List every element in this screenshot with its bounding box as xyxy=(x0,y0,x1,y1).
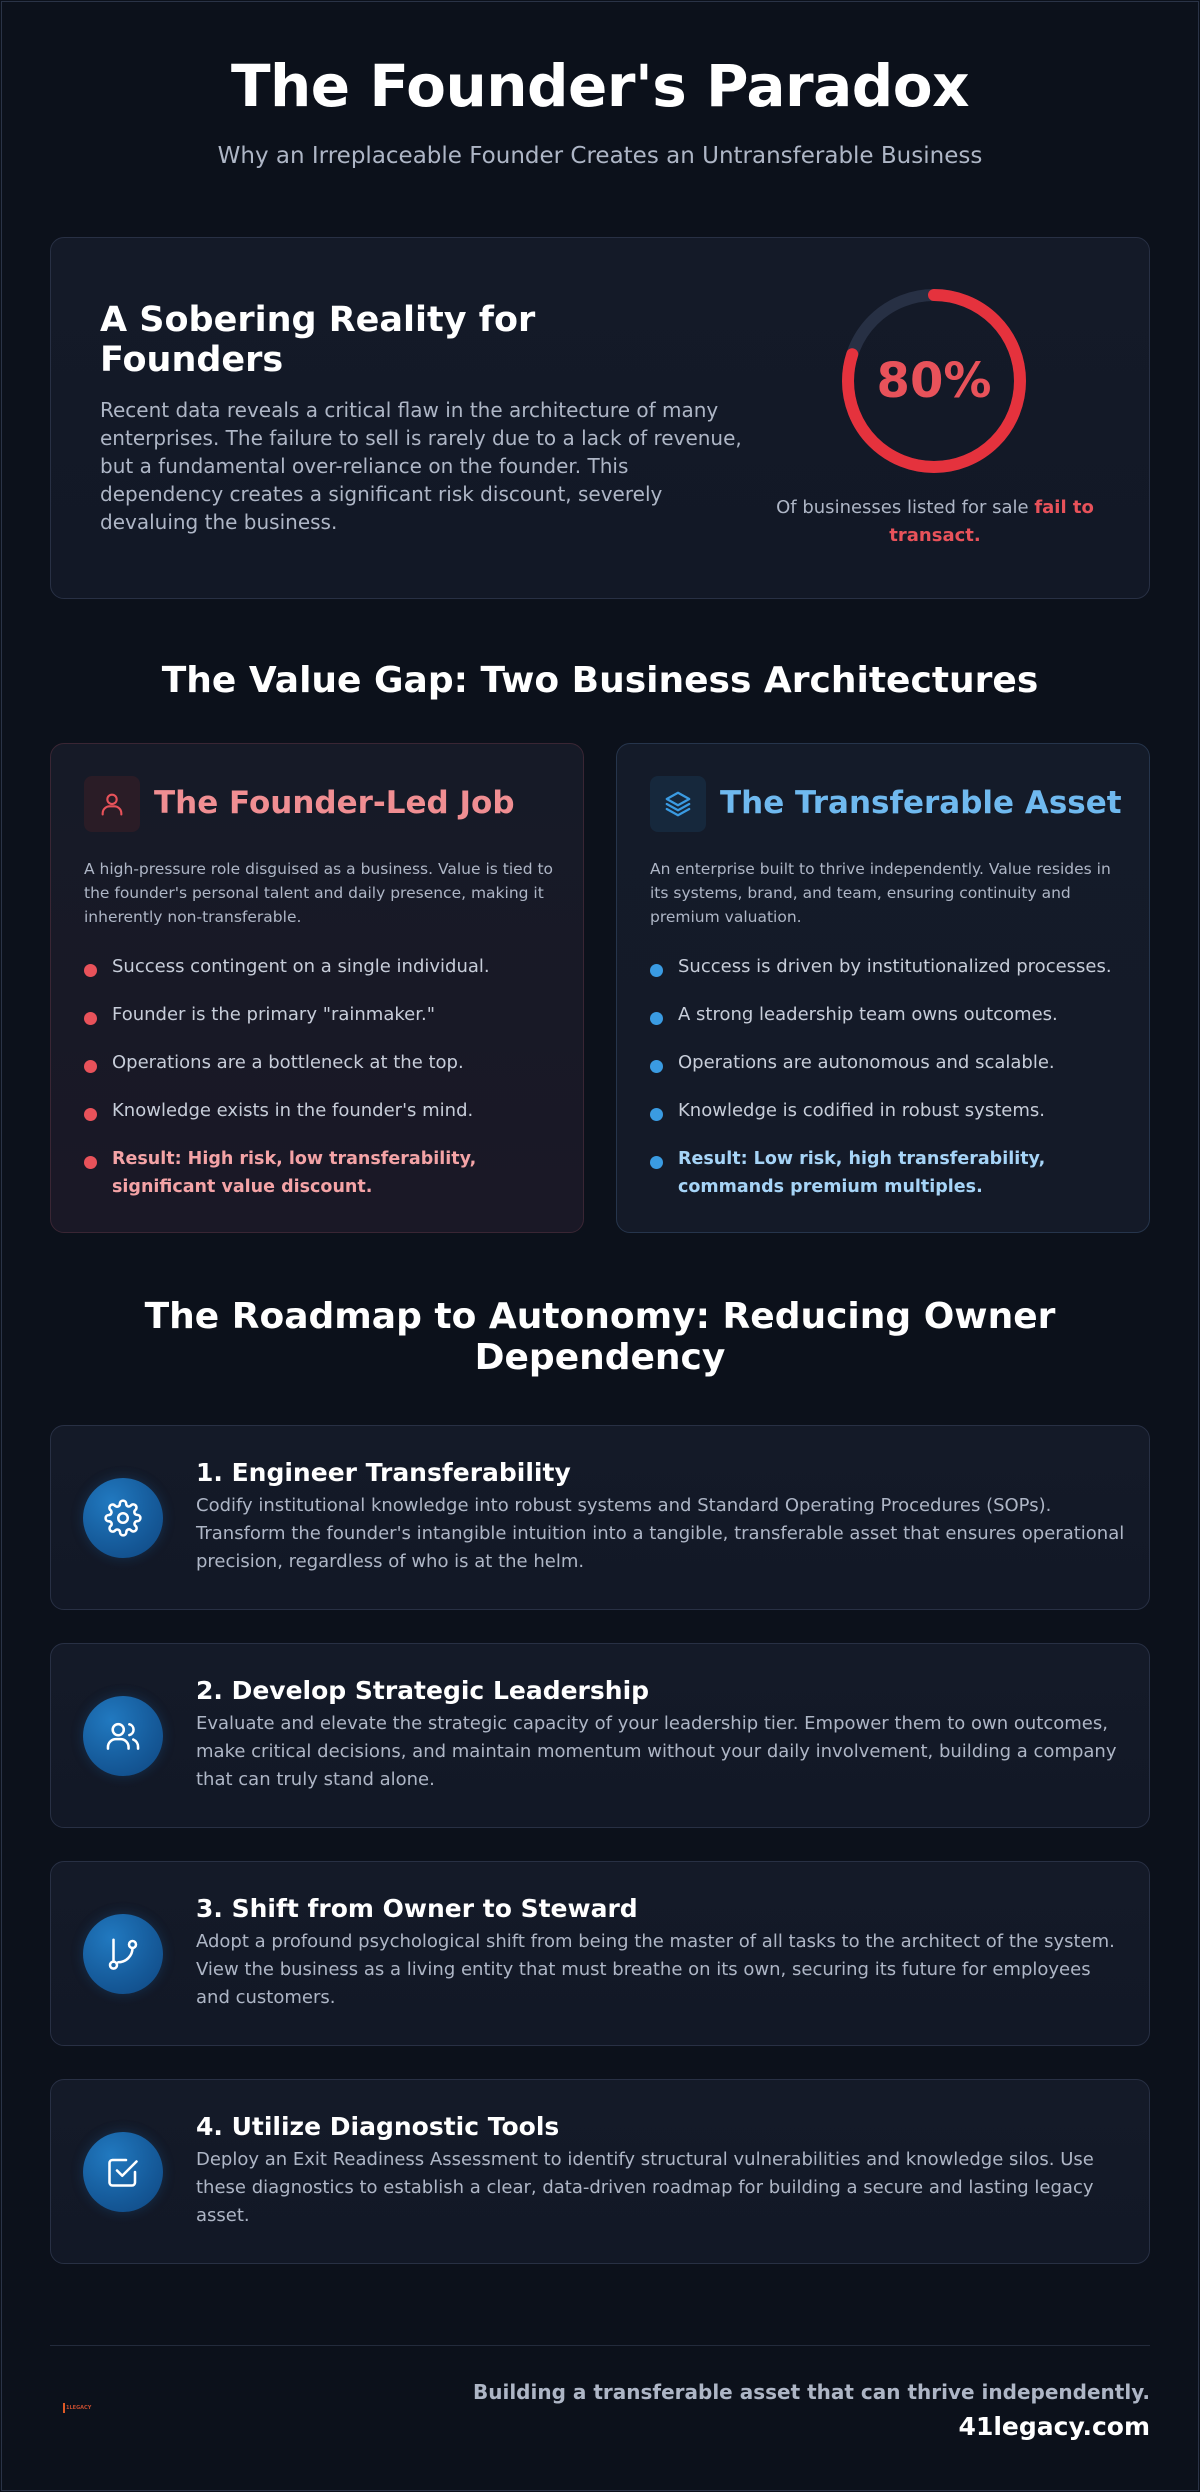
footer-site-link[interactable]: 41legacy.com xyxy=(958,2412,1150,2441)
reality-heading: A Sobering Reality for Founders xyxy=(100,300,536,380)
value-gap-heading: The Value Gap: Two Business Architectures xyxy=(161,660,1039,701)
founder-led-card xyxy=(50,743,584,1233)
list-item xyxy=(84,953,564,981)
bullet-dot xyxy=(84,1156,97,1169)
stat-caption-highlight: fail to transact xyxy=(889,497,1094,546)
logo-mark xyxy=(63,2403,65,2413)
brand-logo[interactable] xyxy=(63,2403,97,2415)
founder-led-desc: A high-pressure role disguised as a business. Value is tied to the founder's personal talent and daily presence, making it inherently non-transferable. xyxy=(84,860,554,926)
list-item xyxy=(650,1049,1130,1077)
result-item xyxy=(650,1145,1130,1201)
reality-body: Recent data reveals a critical flaw in the architecture of many enterprises. The failure to sell is rarely due to a lack of revenue, but a fundamental over-reliance on the founder. This dependency creates a significant risk discount, severely devaluing the business. xyxy=(100,398,742,534)
logo-text: 1LEGACY xyxy=(66,2405,92,2411)
roadmap-heading: The Roadmap to Autonomy: Reducing Owner Dependency xyxy=(144,1296,1056,1378)
reality-card xyxy=(50,237,1150,599)
list-item-text: Operations are autonomous and scalable. xyxy=(678,1052,1055,1073)
result-item xyxy=(84,1145,564,1201)
list-item xyxy=(84,1097,564,1125)
bullet-dot xyxy=(84,1012,97,1025)
list-item xyxy=(650,1001,1130,1029)
footer-divider xyxy=(50,2345,1150,2346)
list-item-text: Knowledge is codified in robust systems. xyxy=(678,1100,1045,1121)
checkbox-icon xyxy=(83,2132,163,2212)
stat-caption-prefix: Of businesses listed for sale xyxy=(776,497,1035,518)
roadmap-step-2 xyxy=(50,1643,1150,1828)
roadmap-step-3 xyxy=(50,1861,1150,2046)
list-item xyxy=(84,1001,564,1029)
bullet-dot xyxy=(650,1060,663,1073)
page-title: The Founder's Paradox xyxy=(230,52,970,120)
list-item xyxy=(84,1049,564,1077)
founder-led-list xyxy=(84,953,564,1221)
stat-caption xyxy=(763,494,1107,550)
list-item-text: A strong leadership team owns outcomes. xyxy=(678,1004,1058,1025)
bullet-dot xyxy=(84,1060,97,1073)
list-item-text: Operations are a bottleneck at the top. xyxy=(112,1052,464,1073)
layers-icon xyxy=(650,776,706,832)
step-title: 3. Shift from Owner to Steward xyxy=(196,1894,638,1923)
transferable-asset-title: The Transferable Asset xyxy=(720,785,1122,821)
transferable-asset-list xyxy=(650,953,1130,1221)
footer-tagline: Building a transferable asset that can thrive independently. xyxy=(472,2380,1150,2404)
stat-value: 80% xyxy=(876,353,992,409)
result-text: Result: High risk, low transferability, significant value discount. xyxy=(112,1149,477,1197)
bullet-dot xyxy=(84,964,97,977)
bullet-dot xyxy=(650,1108,663,1121)
transferable-asset-card xyxy=(616,743,1150,1233)
step-title: 1. Engineer Transferability xyxy=(196,1458,571,1487)
founder-led-title: The Founder-Led Job xyxy=(154,785,515,821)
step-body: Evaluate and elevate the strategic capacity of your leadership tier. Empower them to own outcomes, make critical decisions, and maintain momentum without your daily involvement, building a company that can truly stand alone. xyxy=(196,1713,1117,1790)
bullet-dot xyxy=(650,1012,663,1025)
transferable-asset-desc: An enterprise built to thrive independently. Value resides in its systems, brand, and team, ensuring continuity and premium valuation. xyxy=(650,860,1111,926)
bullet-dot xyxy=(650,1156,663,1169)
result-text: Result: Low risk, high transferability, commands premium multiples. xyxy=(678,1149,1046,1197)
step-body: Deploy an Exit Readiness Assessment to identify structural vulnerabilities and knowledge silos. Use these diagnostics to establish a clear, data-driven roadmap for building a secure and lasting legacy asset. xyxy=(196,2149,1094,2226)
step-title: 2. Develop Strategic Leadership xyxy=(196,1676,650,1705)
git-branch-icon xyxy=(83,1914,163,1994)
bullet-dot xyxy=(650,964,663,977)
roadmap-step-4 xyxy=(50,2079,1150,2264)
list-item xyxy=(650,1097,1130,1125)
list-item-text: Knowledge exists in the founder's mind. xyxy=(112,1100,474,1121)
stat-caption-suffix: . xyxy=(973,525,981,546)
step-title: 4. Utilize Diagnostic Tools xyxy=(196,2112,560,2141)
roadmap-step-1 xyxy=(50,1425,1150,1610)
page-subtitle: Why an Irreplaceable Founder Creates an Untransferable Business xyxy=(217,143,983,169)
user-icon xyxy=(84,776,140,832)
list-item-text: Success is driven by institutionalized processes. xyxy=(678,956,1112,977)
list-item-text: Success contingent on a single individual. xyxy=(112,956,490,977)
bullet-dot xyxy=(84,1108,97,1121)
list-item xyxy=(650,953,1130,981)
gear-icon xyxy=(83,1478,163,1558)
list-item-text: Founder is the primary "rainmaker." xyxy=(112,1004,435,1025)
step-body: Codify institutional knowledge into robust systems and Standard Operating Procedures (SOPs). Transform the founder's intangible intuition into a tangible, transferable asset that ensures operational precision, regardless of who is at the helm. xyxy=(196,1495,1125,1572)
step-body: Adopt a profound psychological shift from being the master of all tasks to the architect of the system. View the business as a living entity that must breathe on its own, securing its future for employees and customers. xyxy=(196,1931,1115,2008)
users-icon xyxy=(83,1696,163,1776)
